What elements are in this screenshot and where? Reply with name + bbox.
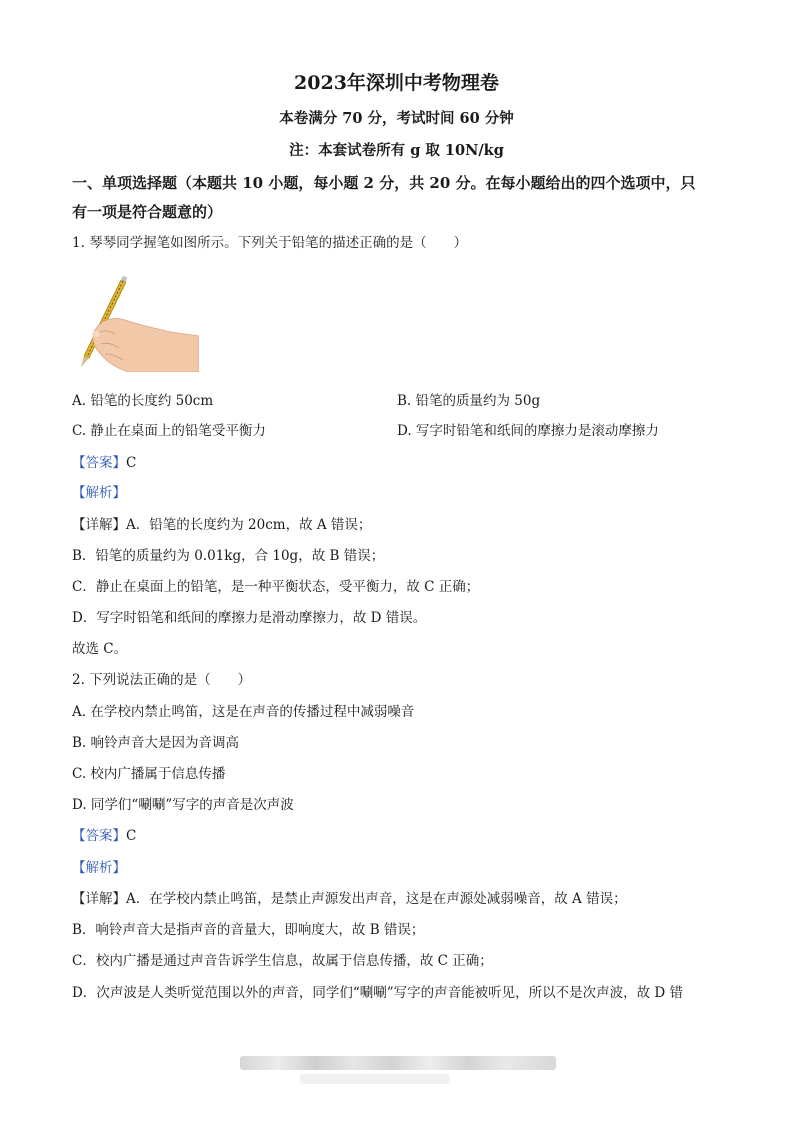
page-title: 2023年深圳中考物理卷 xyxy=(294,72,499,94)
detail-text: A．在学校内禁止鸣笛，是禁止声源发出声音，这是在声源处减弱噪音，故 A 错误； xyxy=(126,891,627,907)
q1-option-c: C. 静止在桌面上的铅笔受平衡力 xyxy=(72,423,266,439)
q1-option-a: A. 铅笔的长度约 50cm xyxy=(72,393,214,409)
hand-holding-pencil-image xyxy=(75,272,199,372)
q2-detail-b: B．响铃声音大是指声音的音量大，即响度大，故 B 错误； xyxy=(72,922,425,938)
q2-option-c: C. 校内广播属于信息传播 xyxy=(72,766,226,782)
answer-value: C xyxy=(126,455,137,471)
q2-detail-c: C．校内广播是通过声音告诉学生信息，故属于信息传播，故 C 正确； xyxy=(72,953,493,969)
blurred-footer-sub xyxy=(300,1074,450,1084)
answer-value: C xyxy=(126,828,137,844)
q1-stem: 1. 琴琴同学握笔如图所示。下列关于铅笔的描述正确的是（ ） xyxy=(72,235,468,251)
q2-option-a: A. 在学校内禁止鸣笛，这是在声音的传播过程中减弱噪音 xyxy=(72,704,415,720)
q1-option-d: D. 写字时铅笔和纸间的摩擦力是滚动摩擦力 xyxy=(397,423,659,439)
answer-tag: 【答案】 xyxy=(72,828,126,844)
exam-note: 注：本套试卷所有 g 取 10N/kg xyxy=(289,142,504,159)
q1-detail-c: C．静止在桌面上的铅笔，是一种平衡状态，受平衡力，故 C 正确； xyxy=(72,579,480,595)
q1-analysis-tag: 【解析】 xyxy=(72,485,126,501)
q1-conclusion: 故选 C。 xyxy=(72,641,128,657)
q2-option-d: D. 同学们“唰唰”写字的声音是次声波 xyxy=(72,797,294,813)
answer-tag: 【答案】 xyxy=(72,455,126,471)
q2-option-b: B. 响铃声音大是因为音调高 xyxy=(72,735,240,751)
q2-stem: 2. 下列说法正确的是（ ） xyxy=(72,672,252,688)
section-heading-line2: 有一项是符合题意的） xyxy=(72,203,223,221)
detail-tag: 【详解】 xyxy=(72,891,126,907)
q2-detail-a xyxy=(72,890,627,908)
q1-answer xyxy=(72,454,136,472)
q1-detail-a xyxy=(72,516,371,534)
q2-detail-d: D．次声波是人类听觉范围以外的声音，同学们“唰唰”写字的声音能被听见，所以不是次声波，故 D 错 xyxy=(72,985,684,1001)
q1-detail-b: B．铅笔的质量约为 0.01kg，合 10g，故 B 错误； xyxy=(72,548,385,564)
q1-option-b: B. 铅笔的质量约为 50g xyxy=(397,393,541,409)
q2-answer xyxy=(72,827,136,845)
q1-detail-d: D．写字时铅笔和纸间的摩擦力是滑动摩擦力，故 D 错误。 xyxy=(72,610,427,626)
detail-text: A．铅笔的长度约为 20cm，故 A 错误； xyxy=(126,517,372,533)
detail-tag: 【详解】 xyxy=(72,517,126,533)
section-heading-line1: 一、单项选择题（本题共 10 小题，每小题 2 分，共 20 分。在每小题给出的四个选项中，只 xyxy=(72,174,696,192)
q2-analysis-tag: 【解析】 xyxy=(72,860,126,876)
exam-info: 本卷满分 70 分，考试时间 60 分钟 xyxy=(279,110,514,127)
blurred-footer xyxy=(240,1056,556,1070)
